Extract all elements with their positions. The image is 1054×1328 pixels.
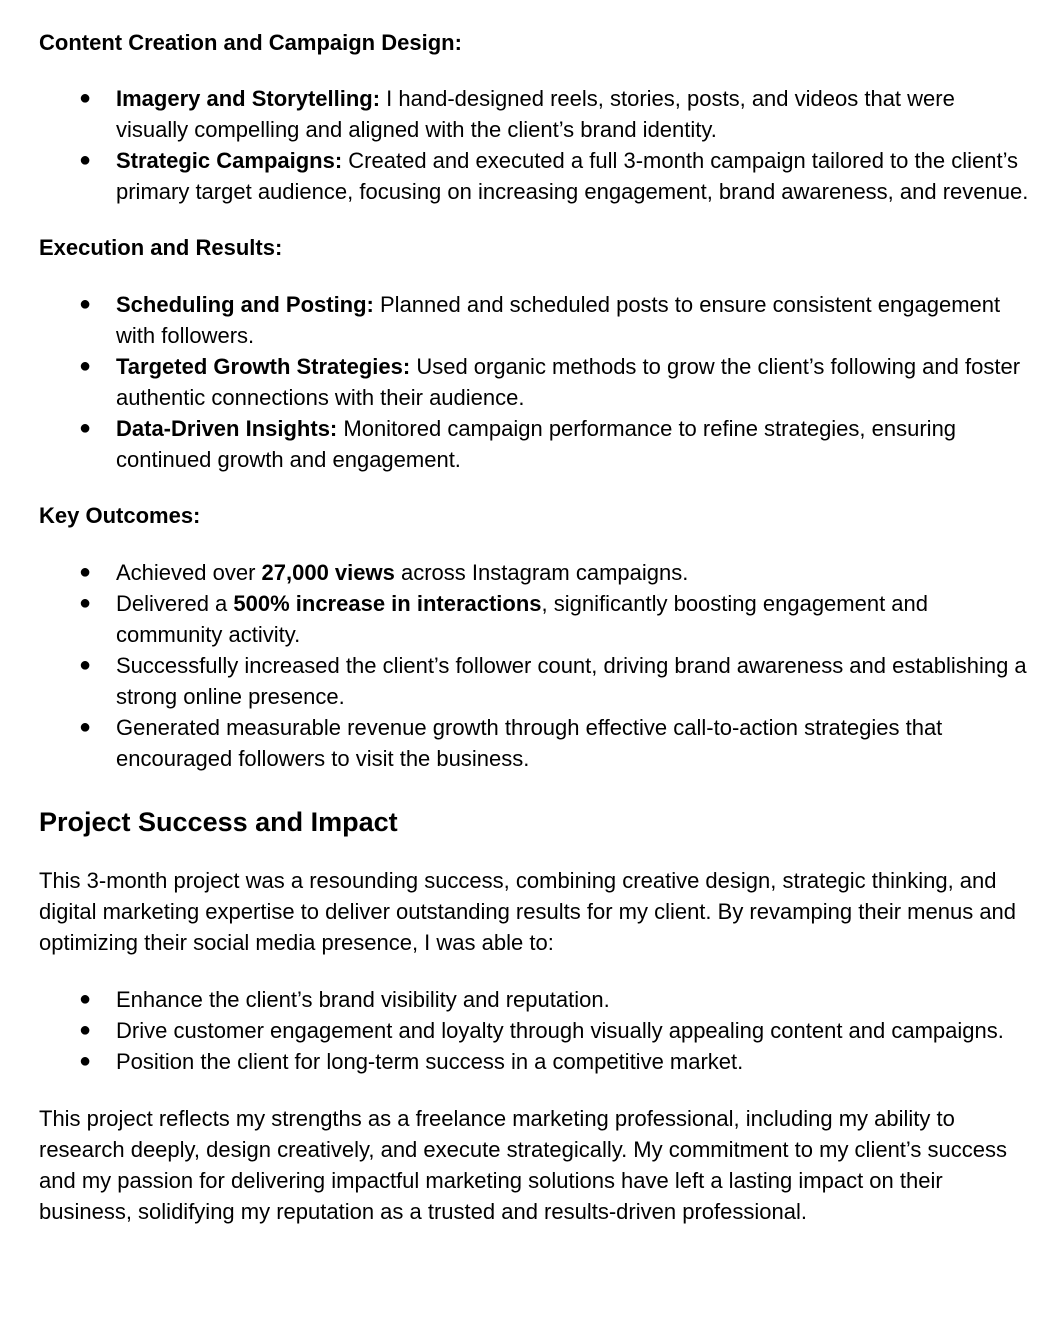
closing-paragraph: This project reflects my strengths as a freelance marketing professional, including my ability to research deeply, design creatively, and execute strategically. My commitment to my client’s success and my passion for delivering impactful marketing solutions have left a lasting impact on their business, solidifying my reputation as a trusted and results-driven professional. [39, 1106, 1007, 1224]
key-outcomes-heading: Key Outcomes: [39, 503, 201, 528]
impact-list [39, 984, 1029, 1077]
list-item: ● Enhance the client’s brand visibility and reputation. [39, 984, 1029, 1015]
content-creation-heading: Content Creation and Campaign Design: [39, 30, 462, 55]
list-item: ● Strategic Campaigns: Created and executed a full 3-month campaign tailored to the client’s primary target audience, focusing on increasing engagement, brand awareness, and revenue. [39, 145, 1029, 207]
document-body [39, 27, 1029, 1227]
section-heading-impact: Project Success and Impact [39, 807, 398, 837]
list-item: ● Achieved over 27,000 views across Instagram campaigns. [39, 557, 1029, 588]
bullet-icon: ● [79, 988, 92, 1010]
list-item: ● Targeted Growth Strategies: Used organic methods to grow the client’s following and foster authentic connections with their audience. [39, 351, 1029, 413]
bullet-icon: ● [79, 1050, 92, 1072]
bullet-icon: ● [79, 149, 92, 171]
list-item: ● Imagery and Storytelling: I hand-designed reels, stories, posts, and videos that were visually compelling and aligned with the client’s brand identity. [39, 83, 1029, 145]
bullet-icon: ● [79, 87, 92, 109]
list-item: ● Position the client for long-term success in a competitive market. [39, 1046, 1029, 1077]
execution-heading: Execution and Results: [39, 235, 283, 260]
key-outcomes-list [39, 557, 1029, 774]
list-item: ● Delivered a 500% increase in interactions, significantly boosting engagement and community activity. [39, 588, 1029, 650]
execution-list [39, 289, 1029, 475]
content-creation-list [39, 83, 1029, 207]
bullet-icon: ● [79, 417, 92, 439]
impact-intro-paragraph: This 3-month project was a resounding success, combining creative design, strategic thinking, and digital marketing expertise to deliver outstanding results for my client. By revamping their menus and optimizing their social media presence, I was able to: [39, 868, 1017, 955]
bullet-icon: ● [79, 716, 92, 738]
list-item: ● Drive customer engagement and loyalty through visually appealing content and campaigns. [39, 1015, 1029, 1046]
list-item: ● Data-Driven Insights: Monitored campaign performance to refine strategies, ensuring continued growth and engagement. [39, 413, 1029, 475]
list-item: ● Generated measurable revenue growth through effective call-to-action strategies that encouraged followers to visit the business. [39, 712, 1029, 774]
bullet-icon: ● [79, 654, 92, 676]
bullet-icon: ● [79, 592, 92, 614]
bullet-icon: ● [79, 561, 92, 583]
bullet-icon: ● [79, 1019, 92, 1041]
bullet-icon: ● [79, 355, 92, 377]
list-item: ● Scheduling and Posting: Planned and scheduled posts to ensure consistent engagement with followers. [39, 289, 1029, 351]
list-item: ● Successfully increased the client’s follower count, driving brand awareness and establishing a strong online presence. [39, 650, 1029, 712]
bullet-icon: ● [79, 293, 92, 315]
